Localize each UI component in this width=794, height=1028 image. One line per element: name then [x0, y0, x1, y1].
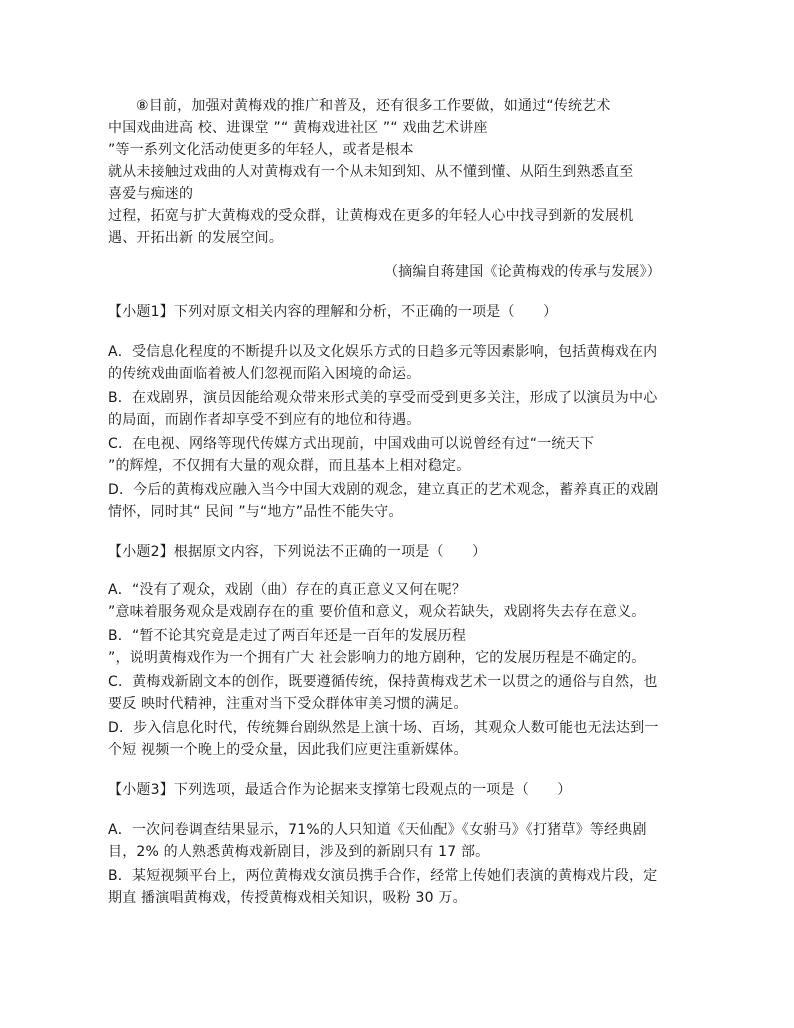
- passage-line: ⑧目前，加强对黄梅戏的推广和普及，还有很多工作要做，如通过“传统艺术: [136, 98, 611, 114]
- option-a-line: A．“没有了观众，戏剧（曲）存在的真正意义又何在呢？: [108, 582, 467, 598]
- option-b-line: 的局面，而剧作者却享受不到应有的地位和待遇。: [108, 412, 421, 428]
- option-b-line: B．某短视频平台上，两位黄梅戏女演员携手合作，经常上传她们表演的黄梅戏片段，定: [108, 868, 658, 884]
- option-b-line: B．“暂不论其究竟是走过了两百年还是一百年的发展历程: [108, 628, 467, 644]
- option-a-line: A．受信息化程度的不断提升以及文化娱乐方式的日趋多元等因素影响，包括黄梅戏在内: [108, 344, 658, 360]
- option-b-line: ”，说明黄梅戏作为一个拥有广大 社会影响力的地方剧种，它的发展历程是不确定的。: [108, 650, 646, 666]
- passage-line: 过程，拓宽与扩大黄梅戏的受众群，让黄梅戏在更多的年轻人心中找寻到新的发展机: [108, 208, 634, 224]
- passage-line: 中国戏曲进高 校、进课堂 ”“ 黄梅戏进社区 ”“ 戏曲艺术讲座: [108, 120, 488, 136]
- option-d-line: 情怀，同时其“ 民间 ”与“地方”品性不能失守。: [108, 504, 403, 520]
- passage-line: 遇、开拓出新 的发展空间。: [108, 230, 284, 246]
- option-a-line: A．一次问卷调查结果显示，71%的人只知道《天仙配》《女驸马》《打猪草》等经典剧: [108, 822, 647, 838]
- option-d-line: 个短 视频一个晚上的受众量，因此我们应更注重新媒体。: [108, 742, 468, 758]
- option-d-line: D．步入信息化时代，传统舞台剧纵然是上演十场、百场，其观众人数可能也无法达到一: [108, 720, 659, 736]
- question-1-stem: 【小题1】下列对原文相关内容的理解和分析，不正确的一项是（ ）: [108, 304, 558, 320]
- option-d-line: D．今后的黄梅戏应融入当今中国大戏剧的观念，建立真正的艺术观念，蓄养真正的戏剧: [108, 482, 659, 498]
- option-b-line: 期直 播演唱黄梅戏，传授黄梅戏相关知识，吸粉 30 万。: [108, 890, 467, 906]
- question-3-stem: 【小题3】下列选项，最适合作为论据来支撑第七段观点的一项是（ ）: [108, 782, 572, 798]
- option-a-line: 目，2% 的人熟悉黄梅戏新剧目，涉及到的新剧只有 17 部。: [108, 844, 490, 860]
- question-2-stem: 【小题2】根据原文内容，下列说法不正确的一项是（ ）: [108, 544, 487, 560]
- option-c-line: C．黄梅戏新剧文本的创作，既要遵循传统，保持黄梅戏艺术一以贯之的通俗与自然，也: [108, 674, 658, 690]
- option-b-line: B．在戏剧界，演员因能给观众带来形式美的享受而受到更多关注，形成了以演员为中心: [108, 390, 658, 406]
- passage-line: ”等一系列文化活动使更多的年轻人，或者是根本: [108, 142, 414, 158]
- option-c-line: ”的辉煌，不仅拥有大量的观众群，而且基本上相对稳定。: [108, 458, 471, 474]
- option-c-line: C．在电视、网络等现代传媒方式出现前，中国戏曲可以说曾经有过“一统天下: [108, 436, 595, 452]
- passage-line: 就从未接触过戏曲的人对黄梅戏有一个从未知到知、从不懂到懂、从陌生到熟悉直至: [108, 164, 634, 180]
- option-a-line: 的传统戏曲面临着被人们忽视而陷入困境的命运。: [108, 366, 421, 382]
- option-a-line: ”意味着服务观众是戏剧存在的重 要价值和意义，观众若缺失，戏剧将失去存在意义。: [108, 604, 646, 620]
- passage-line: 喜爱与痴迷的: [108, 186, 194, 202]
- option-c-line: 要反 映时代精神，注重对当下受众群体审美习惯的满足。: [108, 696, 468, 712]
- passage-source: （摘编自蒋建国《论黄梅戏的传承与发展》）: [384, 264, 661, 280]
